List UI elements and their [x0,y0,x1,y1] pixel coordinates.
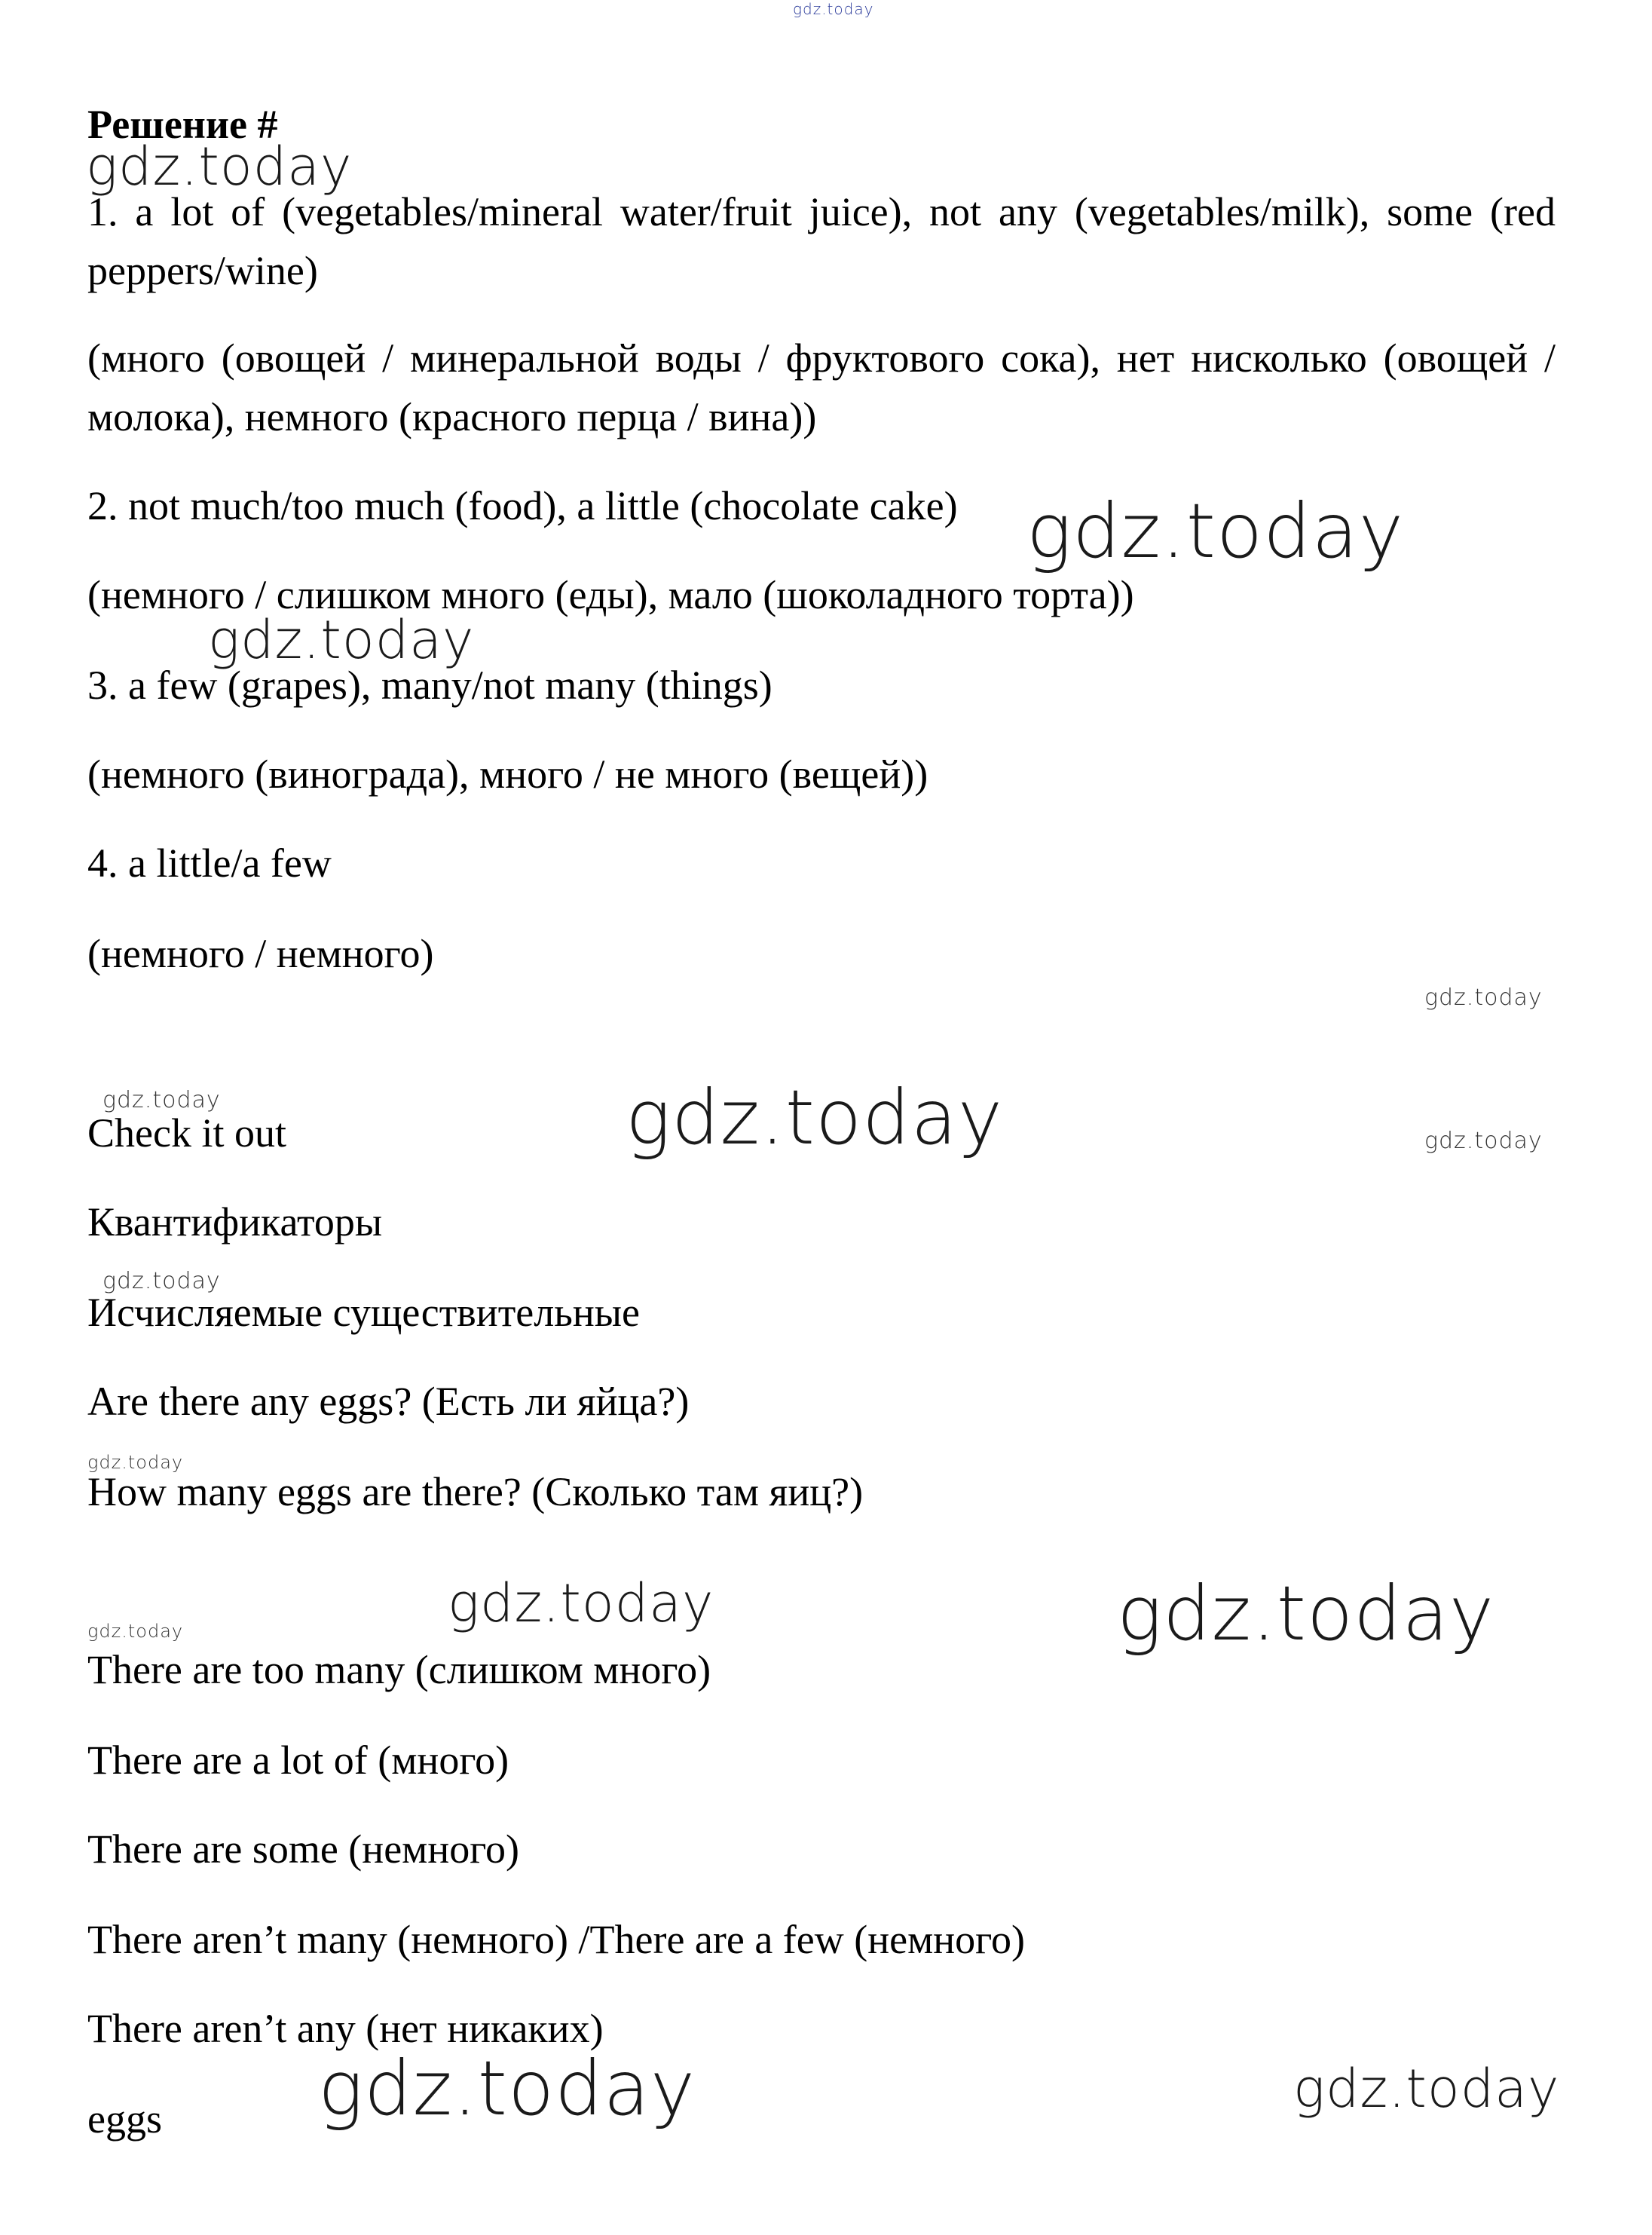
answer-2: 2. not much/too much (food), a little (chocolate cake) [87,483,958,528]
statement-not-any: There aren’t any (нет никаких) [87,2006,604,2051]
watermark: gdz.today [448,1572,714,1634]
statement-a-lot-of: There are a lot of (много) [87,1737,509,1783]
page-heading: Решение # [87,102,278,147]
answer-3-translation: (немного (винограда), много / не много (вещей)) [87,752,928,797]
question-any: Are there any eggs? (Есть ли яйца?) [87,1379,690,1424]
answer-4-translation: (немного / немного) [87,931,434,976]
statement-some: There are some (немного) [87,1826,520,1872]
section-countable-nouns: Исчисляемые существительные [87,1290,640,1335]
watermark: gdz.today [208,609,475,671]
statement-too-many: There are too many (слишком много) [87,1647,711,1692]
section-quantifiers: Квантификаторы [87,1199,383,1245]
word-eggs: eggs [87,2096,162,2142]
watermark: gdz.today [1026,487,1405,575]
watermark: gdz.today [318,2044,696,2132]
watermark: gdz.today [87,1452,184,1473]
watermark: gdz.today [1293,2058,1560,2120]
answer-1-translation: (много (овощей / минеральной воды / фруктового сока), нет нисколько (овощей / молока), немного (красного перца / вина)) [87,335,1556,439]
watermark: gdz.today [102,1268,221,1294]
watermark: gdz.today [86,136,353,197]
answer-2-translation: (немного / слишком много (еды), мало (шоколадного торта)) [87,572,1134,617]
answer-4: 4. a little/a few [87,840,332,886]
section-check-it-out: Check it out [87,1110,286,1156]
watermark: gdz.today [102,1087,221,1113]
watermark-top: gdz.today [793,0,874,18]
statement-not-many: There aren’t many (немного) /There are a few (немного) [87,1917,1025,1962]
watermark: gdz.today [626,1073,1004,1162]
watermark: gdz.today [87,1621,184,1642]
watermark: gdz.today [1424,1128,1543,1154]
answer-3: 3. a few (grapes), many/not many (things) [87,663,772,708]
watermark: gdz.today [1424,984,1543,1011]
answer-1: 1. a lot of (vegetables/mineral water/fruit juice), not any (vegetables/milk), some (red peppers/wine) [87,189,1556,293]
question-how-many: How many eggs are there? (Сколько там яиц?) [87,1469,864,1514]
watermark: gdz.today [1117,1569,1495,1658]
